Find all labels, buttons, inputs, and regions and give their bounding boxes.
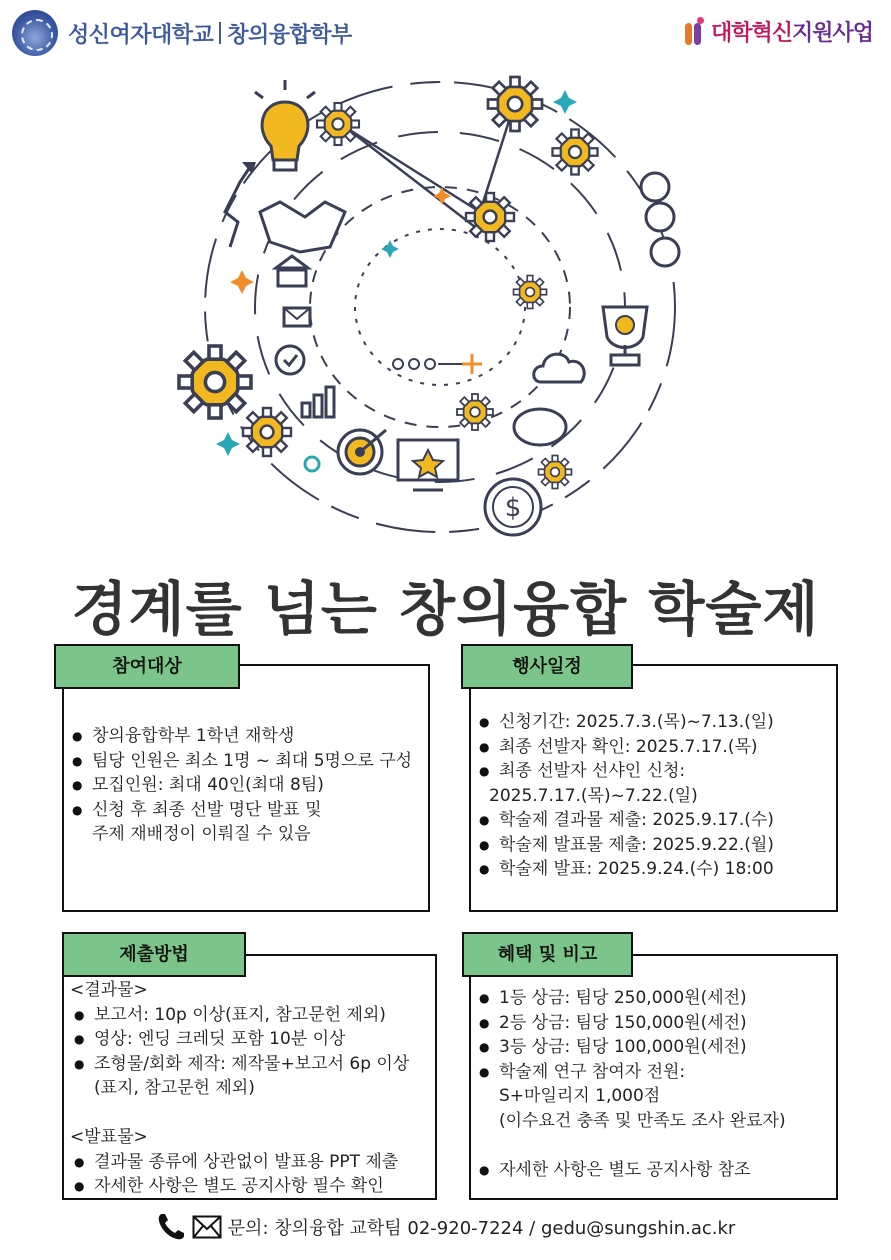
list-item-continuation: 주제 재배정이 이뤄질 수 있음: [92, 824, 311, 844]
list-item: ● 자세한 사항은 별도 공지사항 필수 확인: [70, 1174, 433, 1199]
participants-tab: 참여대상: [54, 644, 240, 689]
project-logo: [685, 16, 873, 47]
list-item: ● 팀당 인원은 최소 1명 ~ 최대 5명으로 구성: [68, 749, 424, 774]
present-heading: <발표물>: [70, 1127, 148, 1147]
project-name: [711, 16, 873, 47]
phone-icon: [156, 1212, 186, 1242]
list-item-continuation: S+마일리지 1,000점: [499, 1086, 661, 1106]
list-item: ● 최종 선발자 선샤인 신청:: [475, 759, 834, 784]
handshake-icon: [260, 202, 345, 252]
envelope-icon: [284, 308, 310, 326]
list-item: ● 3등 상금: 팀당 100,000원(세전): [475, 1035, 834, 1060]
list-item: ● 조형물/회화 제작: 제작물+보고서 6p 이상: [70, 1052, 433, 1077]
list-item: ● 보고서: 10p 이상(표지, 참고문헌 제외): [70, 1003, 433, 1028]
list-item: ● 최종 선발자 확인: 2025.7.17.(목): [475, 735, 834, 760]
bank-icon: [276, 256, 308, 286]
benefits-box: [469, 954, 838, 1200]
list-item: ● 학술제 발표물 제출: 2025.9.22.(월): [475, 833, 834, 858]
dollar-coin-icon: [485, 479, 541, 535]
department-name: 창의융합학부: [227, 22, 352, 48]
bar-chart-icon: [302, 387, 334, 417]
benefits-tab: 혜택 및 비고: [462, 932, 633, 977]
submission-box: [62, 954, 437, 1200]
cloud-upload-icon: [534, 354, 584, 382]
project-mark-icon: [685, 17, 707, 47]
schedule-tab: 행사일정: [461, 644, 633, 689]
list-item: ● 신청 후 최종 선발 명단 발표 및: [68, 798, 424, 823]
list-item: ● 신청기간: 2025.7.3.(목)~7.13.(일): [475, 710, 834, 735]
list-item: ● 창의융합학부 1학년 재학생: [68, 724, 424, 749]
list-item: ● 학술제 연구 참여자 전원:: [475, 1060, 834, 1085]
footer-contact: [0, 1212, 891, 1242]
list-item: ● 결과물 종류에 상관없이 발표용 PPT 제출: [70, 1150, 433, 1175]
piggy-bank-icon: [514, 409, 566, 445]
university-name: 성신여자대학교: [68, 22, 214, 48]
mail-icon: [192, 1215, 222, 1239]
list-item: ● 2등 상금: 팀당 150,000원(세전): [475, 1011, 834, 1036]
result-heading: <결과물>: [70, 980, 148, 1000]
list-item: ● 모집인원: 최대 40인(최대 8팀): [68, 773, 424, 798]
university-logo: [12, 10, 352, 56]
submission-tab: 제출방법: [62, 932, 246, 977]
innovation-illustration: [170, 62, 710, 552]
schedule-box: [469, 664, 838, 912]
logo-divider: [219, 22, 221, 44]
target-icon: [338, 430, 386, 474]
list-item: ● 영상: 엔딩 크레딧 포함 10분 이상: [70, 1027, 433, 1052]
header: [0, 0, 891, 70]
page-title: 경계를 넘는 창의융합 학술제: [71, 575, 820, 643]
list-item-continuation: (표지, 참고문헌 제외): [94, 1078, 255, 1098]
list-item: ● 학술제 발표: 2025.9.24.(수) 18:00: [475, 857, 834, 882]
list-item-continuation: 2025.7.17.(목)~7.22.(일): [489, 785, 698, 806]
trophy-icon: [603, 307, 647, 365]
project-name-strong: 대학혁신: [710, 21, 792, 46]
university-emblem-icon: [12, 10, 58, 56]
list-item: ● 자세한 사항은 별도 공지사항 참조: [475, 1158, 834, 1183]
contact-text[interactable]: 문의: 창의융합 교학팀 02-920-7224 / gedu@sungshin.ac.kr: [227, 1218, 736, 1239]
list-item-continuation: (이수요건 충족 및 만족도 조사 완료자): [499, 1110, 786, 1131]
svg-text:$: $: [504, 493, 522, 523]
list-item: ● 학술제 결과물 제출: 2025.9.17.(수): [475, 808, 834, 833]
list-item: ● 1등 상금: 팀당 250,000원(세전): [475, 986, 834, 1011]
check-icon: [276, 346, 304, 374]
participants-box: [62, 664, 430, 912]
project-name-rest: 지원사업: [791, 21, 873, 46]
